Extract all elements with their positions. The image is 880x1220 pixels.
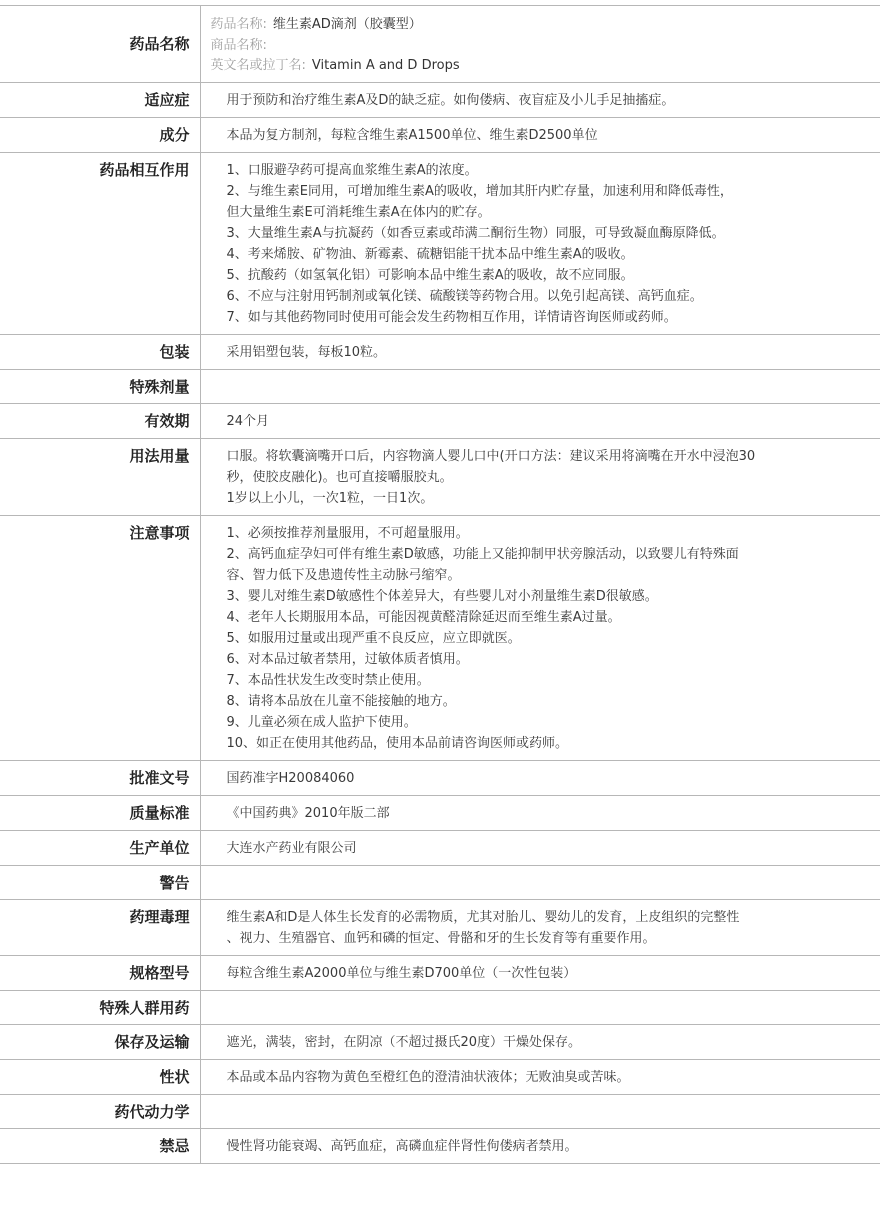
text-line: 2、与维生素E同用，可增加维生素A的吸收，增加其肝内贮存量，加速利用和降低毒性， [226,183,733,199]
row-label: 质量标准 [0,795,200,830]
row-value [200,6,880,83]
row-value [200,1094,880,1128]
row-indications [0,82,880,117]
row-value [200,990,880,1024]
row-label: 药品名称 [0,6,200,83]
text-line: 8、请将本品放在儿童不能接触的地方。 [226,693,456,709]
text-line: 24个月 [226,413,270,429]
row-storage [0,1024,880,1059]
row-packaging [0,334,880,369]
row-value [200,152,880,334]
text-line: 10、如正在使用其他药品，使用本品前请咨询医师或药师。 [226,735,569,751]
text-line: 7、如与其他药物同时使用可能会发生药物相互作用，详情请咨询医师或药师。 [226,309,677,325]
text-line: 国药准字H20084060 [226,770,355,786]
trade-name-key: 商品名称: [210,37,267,53]
text-line: 本品为复方制剂，每粒含维生素A1500单位、维生素D2500单位 [226,127,598,143]
english-name-value: Vitamin A and D Drops [311,58,460,73]
generic-name-value: 维生素AD滴剂（胶囊型） [272,17,422,32]
text-line: 口服。将软囊滴嘴开口后，内容物滴人婴儿口中(开口方法：建议采用将滴嘴在开水中浸泡30 [226,448,756,464]
row-label: 药理毒理 [0,899,200,955]
row-value [200,1059,880,1094]
text-line: 每粒含维生素A2000单位与维生素D700单位（一次性包装） [226,965,577,981]
row-precautions [0,515,880,760]
row-value [200,369,880,403]
row-value [200,1128,880,1163]
row-specification [0,955,880,990]
text-line: 但大量维生素E可消耗维生素A在体内的贮存。 [226,204,491,220]
row-value [200,830,880,865]
row-value [200,117,880,152]
row-value [200,438,880,515]
text-line: 1岁以上小儿，一次1粒，一日1次。 [226,490,434,506]
row-value [200,955,880,990]
row-appearance [0,1059,880,1094]
row-value [200,899,880,955]
row-value [200,334,880,369]
row-special-dosage [0,369,880,403]
row-label: 适应症 [0,82,200,117]
row-quality-standard [0,795,880,830]
text-line: 5、如服用过量或出现严重不良反应，应立即就医。 [226,630,521,646]
english-name-key: 英文名或拉丁名: [210,58,306,73]
generic-name-key: 药品名称: [210,17,267,32]
text-line: 遮光，满装，密封，在阴凉（不超过摄氏20度）干燥处保存。 [226,1034,582,1050]
text-line: 慢性肾功能衰竭、高钙血症，高磷血症伴肾性佝偻病者禁用。 [226,1138,578,1154]
row-label: 性状 [0,1059,200,1094]
text-line: 容、智力低下及患遗传性主动脉弓缩窄。 [226,567,461,583]
row-label: 禁忌 [0,1128,200,1163]
row-value [200,865,880,899]
text-line: 6、不应与注射用钙制剂或氧化镁、硫酸镁等药物合用。以免引起高镁、高钙血症。 [226,288,703,304]
text-line: 3、大量维生素A与抗凝药（如香豆素或茚满二酮衍生物）同服，可导致凝血酶原降低。 [226,225,725,241]
row-drug-name [0,6,880,83]
row-label: 生产单位 [0,830,200,865]
text-line: 维生素A和D是人体生长发育的必需物质，尤其对胎儿、婴幼儿的发育，上皮组织的完整性 [226,909,740,925]
row-value [200,1024,880,1059]
text-line: 用于预防和治疗维生素A及D的缺乏症。如佝偻病、夜盲症及小儿手足抽搐症。 [226,92,675,108]
text-line: 采用铝塑包装，每板10粒。 [226,344,387,360]
english-name-line [211,56,871,77]
row-label: 规格型号 [0,955,200,990]
row-approval-number [0,760,880,795]
row-value [200,760,880,795]
text-line: 秒，使胶皮融化)。也可直接嚼服胶丸。 [226,469,453,485]
row-value [200,403,880,438]
text-line: 3、婴儿对维生素D敏感性个体差异大，有些婴儿对小剂量维生素D很敏感。 [226,588,658,604]
drug-info-table [0,5,880,1164]
text-line: 4、考来烯胺、矿物油、新霉素、硫糖铝能干扰本品中维生素A的吸收。 [226,246,634,262]
text-line: 6、对本品过敏者禁用，过敏体质者慎用。 [226,651,469,667]
row-manufacturer [0,830,880,865]
text-line: 7、本品性状发生改变时禁止使用。 [226,672,430,688]
row-label: 特殊人群用药 [0,990,200,1024]
row-label: 成分 [0,117,200,152]
text-line: 大连水产药业有限公司 [226,840,357,856]
trade-name-line [211,36,871,57]
row-label: 特殊剂量 [0,369,200,403]
text-line: 2、高钙血症孕妇可伴有维生素D敏感，功能上又能抑制甲状旁腺活动，以致婴儿有特殊面 [226,546,739,562]
row-value [200,795,880,830]
text-line: 、视力、生殖器官、血钙和磷的恒定、骨骼和牙的生长发育等有重要作用。 [226,930,656,946]
text-line: 4、老年人长期服用本品，可能因视黄醛清除延迟而至维生素A过量。 [226,609,621,625]
text-line: 9、儿童必须在成人监护下使用。 [226,714,417,730]
row-value [200,82,880,117]
row-special-population [0,990,880,1024]
row-label: 保存及运输 [0,1024,200,1059]
row-pharmacology [0,899,880,955]
row-warning [0,865,880,899]
row-label: 用法用量 [0,438,200,515]
row-composition [0,117,880,152]
row-label: 药代动力学 [0,1094,200,1128]
row-label: 药品相互作用 [0,152,200,334]
text-line: 5、抗酸药（如氢氧化铝）可影响本品中维生素A的吸收，故不应同服。 [226,267,634,283]
row-label: 警告 [0,865,200,899]
row-value [200,515,880,760]
row-shelf-life [0,403,880,438]
row-label: 批准文号 [0,760,200,795]
text-line: 《中国药典》2010年版二部 [226,805,390,821]
row-label: 注意事项 [0,515,200,760]
row-contraindications [0,1128,880,1163]
generic-name-line [211,15,871,36]
row-usage [0,438,880,515]
row-label: 有效期 [0,403,200,438]
row-pharmacokinetics [0,1094,880,1128]
row-interactions [0,152,880,334]
text-line: 本品或本品内容物为黄色至橙红色的澄清油状液体；无败油臭或苦味。 [226,1069,630,1085]
text-line: 1、口服避孕药可提高血浆维生素A的浓度。 [226,162,478,178]
text-line: 1、必须按推荐剂量服用，不可超量服用。 [226,525,469,541]
row-label: 包装 [0,334,200,369]
